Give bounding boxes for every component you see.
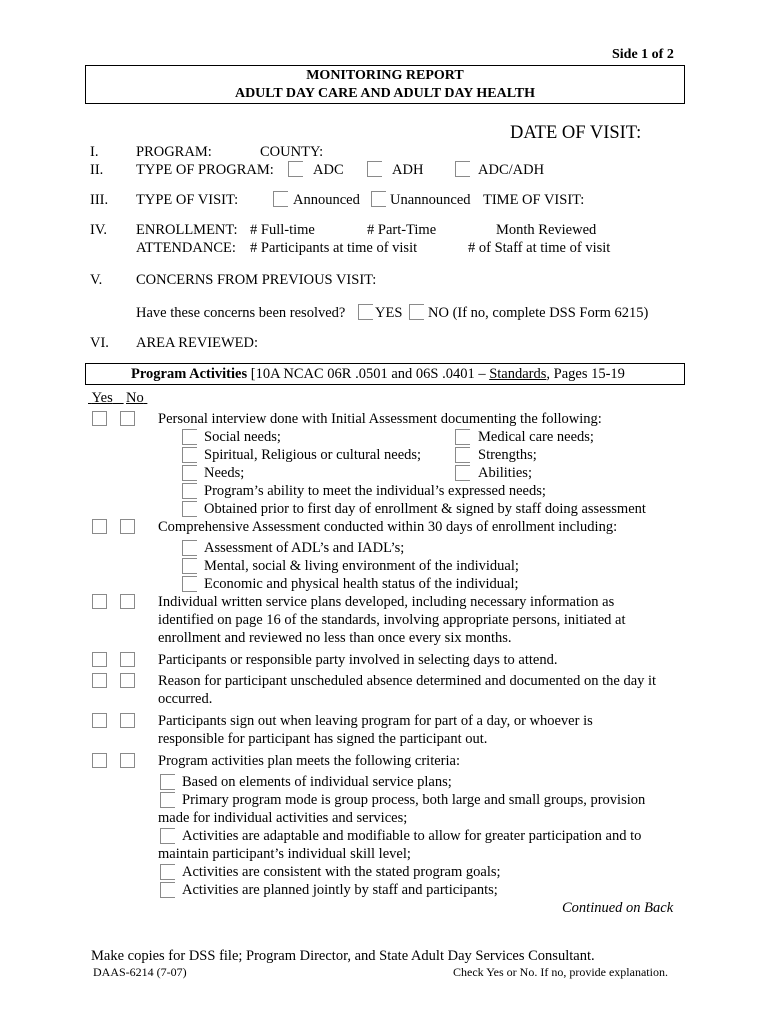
medical-care-checkbox[interactable] (455, 429, 470, 445)
month-reviewed-label: Month Reviewed (496, 222, 597, 238)
section-num-5: V. (90, 272, 103, 288)
spiritual-needs-checkbox[interactable] (182, 447, 197, 463)
program-activities-title: Program Activities (131, 366, 248, 382)
abilities-label: Abilities; (478, 465, 532, 481)
item6-yes-checkbox[interactable] (92, 713, 107, 728)
item1-no-checkbox[interactable] (120, 411, 135, 426)
item7-text: Program activities plan meets the following criteria: (158, 753, 460, 769)
medical-care-label: Medical care needs; (478, 429, 594, 445)
resolved-no-checkbox[interactable] (409, 304, 424, 320)
type-of-visit-label: TYPE OF VISIT: (136, 192, 239, 208)
item2-yes-checkbox[interactable] (92, 519, 107, 534)
enrollment-label: ENROLLMENT: (136, 222, 238, 238)
form-number: DAAS-6214 (7-07) (93, 965, 187, 979)
side-indicator: Side 1 of 2 (612, 47, 674, 62)
adh-label: ADH (392, 162, 424, 178)
type-of-program-label: TYPE OF PROGRAM: (136, 162, 274, 178)
social-needs-checkbox[interactable] (182, 429, 197, 445)
section-num-6: VI. (90, 335, 109, 351)
item3-line3: enrollment and reviewed no less than once every six months. (158, 630, 512, 646)
adc-adh-label: ADC/ADH (478, 162, 545, 178)
fulltime-label: # Full-time (250, 222, 315, 238)
criteria4-label: Activities are consistent with the stated program goals; (182, 864, 501, 880)
item5-yes-checkbox[interactable] (92, 673, 107, 688)
concerns-label: CONCERNS FROM PREVIOUS VISIT: (136, 272, 377, 288)
item3-line2: identified on page 16 of the standards, involving appropriate persons, initiated at (158, 612, 626, 628)
announced-label: Announced (293, 192, 360, 208)
item1-text: Personal interview done with Initial Assessment documenting the following: (158, 411, 602, 427)
needs-checkbox[interactable] (182, 465, 197, 481)
footer-check-note: Check Yes or No. If no, provide explanation. (453, 965, 668, 979)
item6-no-checkbox[interactable] (120, 713, 135, 728)
economic-checkbox[interactable] (182, 576, 197, 592)
criteria3-checkbox[interactable] (160, 828, 175, 844)
abilities-checkbox[interactable] (455, 465, 470, 481)
standards-link-text: Standards (489, 366, 547, 382)
item3-line1: Individual written service plans developed, including necessary information as (158, 594, 615, 610)
adl-checkbox[interactable] (182, 540, 197, 556)
section-num-3: III. (90, 192, 109, 208)
section-num-2: II. (90, 162, 104, 178)
program-activities-ref: [10A NCAC 06R .0501 and 06S .0401 – (247, 366, 490, 382)
criteria5-label: Activities are planned jointly by staff and participants; (182, 882, 498, 898)
needs-label: Needs; (204, 465, 245, 481)
unannounced-checkbox[interactable] (371, 191, 386, 207)
continued-on-back: Continued on Back (562, 900, 674, 916)
adc-adh-checkbox[interactable] (455, 161, 470, 177)
county-label: COUNTY: (260, 144, 324, 160)
strengths-label: Strengths; (478, 447, 537, 463)
resolved-question: Have these concerns been resolved? (136, 305, 346, 321)
header-title: MONITORING REPORT (306, 68, 464, 83)
mental-social-checkbox[interactable] (182, 558, 197, 574)
unannounced-label: Unannounced (390, 192, 471, 208)
criteria2-checkbox[interactable] (160, 792, 175, 808)
no-column-header: No (126, 390, 144, 406)
item5-no-checkbox[interactable] (120, 673, 135, 688)
staff-label: # of Staff at time of visit (468, 240, 611, 256)
criteria5-checkbox[interactable] (160, 882, 175, 898)
mental-social-label: Mental, social & living environment of the individual; (204, 558, 519, 574)
criteria1-checkbox[interactable] (160, 774, 175, 790)
item3-no-checkbox[interactable] (120, 594, 135, 609)
date-of-visit-label: DATE OF VISIT: (510, 123, 642, 143)
item5-line1: Reason for participant unscheduled absence determined and documented on the day it (158, 673, 657, 689)
participants-label: # Participants at time of visit (250, 240, 418, 256)
program-activities-pages: , Pages 15-19 (546, 366, 625, 382)
report-header (85, 65, 685, 104)
item4-text: Participants or responsible party involved in selecting days to attend. (158, 652, 558, 668)
item2-text: Comprehensive Assessment conducted within 30 days of enrollment including: (158, 519, 618, 535)
header-subtitle: ADULT DAY CARE AND ADULT DAY HEALTH (234, 86, 536, 101)
program-activities-box (85, 363, 685, 385)
yes-column-header: Yes (91, 390, 113, 406)
criteria2-line1: Primary program mode is group process, both large and small groups, provision (182, 792, 646, 808)
obtained-prior-label: Obtained prior to first day of enrollment & signed by staff doing assessment (204, 501, 646, 517)
item6-line1: Participants sign out when leaving program for part of a day, or whoever is (158, 713, 593, 729)
announced-checkbox[interactable] (273, 191, 288, 207)
item4-no-checkbox[interactable] (120, 652, 135, 667)
adh-checkbox[interactable] (367, 161, 382, 177)
spiritual-needs-label: Spiritual, Religious or cultural needs; (204, 447, 422, 463)
criteria4-checkbox[interactable] (160, 864, 175, 880)
section-num-4: IV. (90, 222, 108, 238)
obtained-prior-checkbox[interactable] (182, 501, 197, 517)
program-ability-checkbox[interactable] (182, 483, 197, 499)
criteria2-line2: made for individual activities and services; (158, 810, 408, 826)
area-reviewed-label: AREA REVIEWED: (136, 335, 259, 351)
parttime-label: # Part-Time (367, 222, 437, 238)
item5-line2: occurred. (158, 691, 213, 707)
adc-label: ADC (313, 162, 344, 178)
program-label: PROGRAM: (136, 144, 212, 160)
criteria3-line1: Activities are adaptable and modifiable to allow for greater participation and to (182, 828, 642, 844)
resolved-no-label: NO (If no, complete DSS Form 6215) (428, 305, 649, 321)
item4-yes-checkbox[interactable] (92, 652, 107, 667)
adl-label: Assessment of ADL’s and IADL’s; (204, 540, 405, 556)
item1-yes-checkbox[interactable] (92, 411, 107, 426)
item6-line2: responsible for participant has signed the participant out. (158, 731, 488, 747)
item7-yes-checkbox[interactable] (92, 753, 107, 768)
criteria3-line2: maintain participant’s individual skill level; (158, 846, 411, 862)
strengths-checkbox[interactable] (455, 447, 470, 463)
social-needs-label: Social needs; (204, 429, 281, 445)
time-of-visit-label: TIME OF VISIT: (483, 192, 585, 208)
item7-no-checkbox[interactable] (120, 753, 135, 768)
program-ability-label: Program’s ability to meet the individual’s expressed needs; (204, 483, 546, 499)
resolved-yes-label: YES (375, 305, 403, 321)
resolved-yes-checkbox[interactable] (358, 304, 373, 320)
section-num-1: I. (90, 144, 99, 160)
item3-yes-checkbox[interactable] (92, 594, 107, 609)
footer-copies-note: Make copies for DSS file; Program Director, and State Adult Day Services Consultant. (91, 948, 595, 964)
program-activities-heading (131, 366, 625, 383)
item2-no-checkbox[interactable] (120, 519, 135, 534)
economic-label: Economic and physical health status of the individual; (204, 576, 519, 592)
criteria1-label: Based on elements of individual service plans; (182, 774, 452, 790)
adc-checkbox[interactable] (288, 161, 303, 177)
attendance-label: ATTENDANCE: (136, 240, 236, 256)
